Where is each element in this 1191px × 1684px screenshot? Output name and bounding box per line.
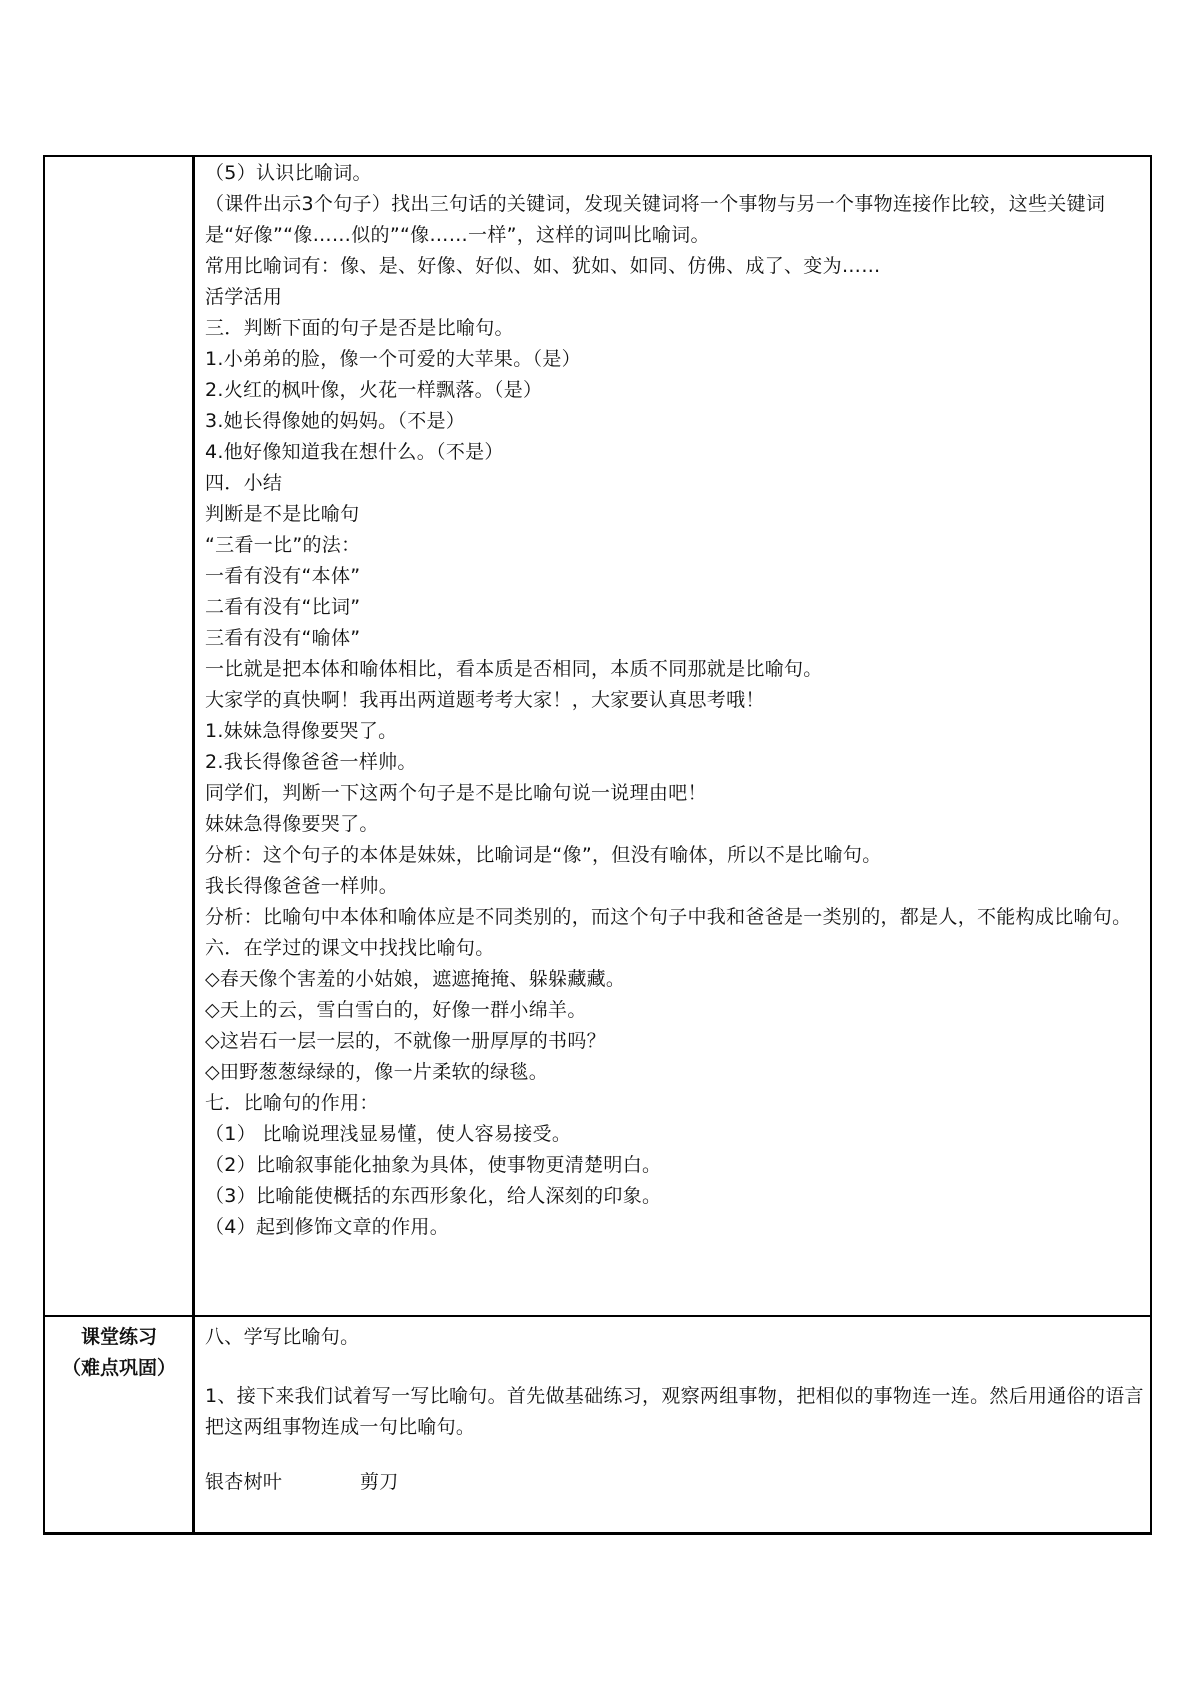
practice-content <box>205 1322 1145 1498</box>
text-line: “三看一比”的法： <box>205 534 361 556</box>
column-divider <box>192 155 195 1535</box>
practice-label <box>46 1322 192 1384</box>
text-line: 判断是不是比喻句 <box>205 503 360 525</box>
text-line: （4）起到修饰文章的作用。 <box>205 1216 449 1238</box>
text-line: （5）认识比喻词。 <box>205 162 372 184</box>
text-line: 常用比喻词有：像、是、好像、好似、如、犹如、如同、仿佛、成了、变为…… <box>205 255 881 277</box>
text-line: ◇春天像个害羞的小姑娘，遮遮掩掩、躲躲藏藏。 <box>205 968 626 990</box>
text-line: 1.小弟弟的脸，像一个可爱的大苹果。（是） <box>205 348 581 370</box>
text-line: ◇田野葱葱绿绿的，像一片柔软的绿毯。 <box>205 1061 549 1083</box>
text-line: 我长得像爸爸一样帅。 <box>205 875 399 897</box>
text-line: 1.妹妹急得像要哭了。 <box>205 720 398 742</box>
pair-left-item: 银杏树叶 <box>205 1471 283 1493</box>
text-line: （2）比喻叙事能化抽象为具体，使事物更清楚明白。 <box>205 1154 662 1176</box>
text-line: ◇这岩石一层一层的，不就像一册厚厚的书吗？ <box>205 1030 606 1052</box>
section-heading: 四．小结 <box>205 472 283 494</box>
text-line: 三看有没有“喻体” <box>205 627 361 649</box>
text-line: 2.火红的枫叶像，火花一样飘落。（是） <box>205 379 543 401</box>
instruction-text: 1、接下来我们试着写一写比喻句。首先做基础练习，观察两组事物，把相似的事物连一连。然后用通俗的语言把这两组事物连成一句比喻句。 <box>205 1385 1144 1438</box>
text-line: 二看有没有“比词” <box>205 596 361 618</box>
text-line: （3）比喻能使概括的东西形象化，给人深刻的印象。 <box>205 1185 662 1207</box>
section-heading: 三．判断下面的句子是否是比喻句。 <box>205 317 514 339</box>
text-line: 同学们，判断一下这两个句子是不是比喻句说一说理由吧！ <box>205 782 707 804</box>
matching-pair <box>205 1467 1145 1498</box>
section-heading: 八、学写比喻句。 <box>205 1326 360 1348</box>
section-heading: 六．在学过的课文中找找比喻句。 <box>205 937 495 959</box>
section-heading: 七．比喻句的作用： <box>205 1092 379 1114</box>
text-line: 一看有没有“本体” <box>205 565 361 587</box>
practice-label-title: 课堂练习 <box>80 1326 157 1348</box>
text-line: （1） 比喻说理浅显易懂，使人容易接受。 <box>205 1123 572 1145</box>
text-line: （课件出示3个句子）找出三句话的关键词，发现关键词将一个事物与另一个事物连接作比较，这些关键词是“好像”“像……似的”“像……一样”，这样的词叫比喻词。 <box>205 193 1106 246</box>
text-line: 大家学的真快啊！我再出两道题考考大家！，大家要认真思考哦！ <box>205 689 765 711</box>
text-line: 2.我长得像爸爸一样帅。 <box>205 751 417 773</box>
text-line: 妹妹急得像要哭了。 <box>205 813 379 835</box>
teaching-content <box>205 158 1145 1243</box>
text-line: 4.他好像知道我在想什么。（不是） <box>205 441 504 463</box>
practice-label-subtitle: （难点巩固） <box>61 1357 176 1379</box>
text-line: ◇天上的云，雪白雪白的，好像一群小绵羊。 <box>205 999 587 1021</box>
text-line: 分析：比喻句中本体和喻体应是不同类别的，而这个句子中我和爸爸是一类别的，都是人，不能构成比喻句。 <box>205 906 1132 928</box>
pair-right-item: 剪刀 <box>360 1471 399 1493</box>
text-line: 活学活用 <box>205 286 283 308</box>
text-line: 3.她长得像她的妈妈。（不是） <box>205 410 466 432</box>
text-line: 分析：这个句子的本体是妹妹，比喻词是“像”，但没有喻体，所以不是比喻句。 <box>205 844 882 866</box>
text-line: 一比就是把本体和喻体相比，看本质是否相同，本质不同那就是比喻句。 <box>205 658 823 680</box>
row-divider <box>43 1315 1152 1317</box>
